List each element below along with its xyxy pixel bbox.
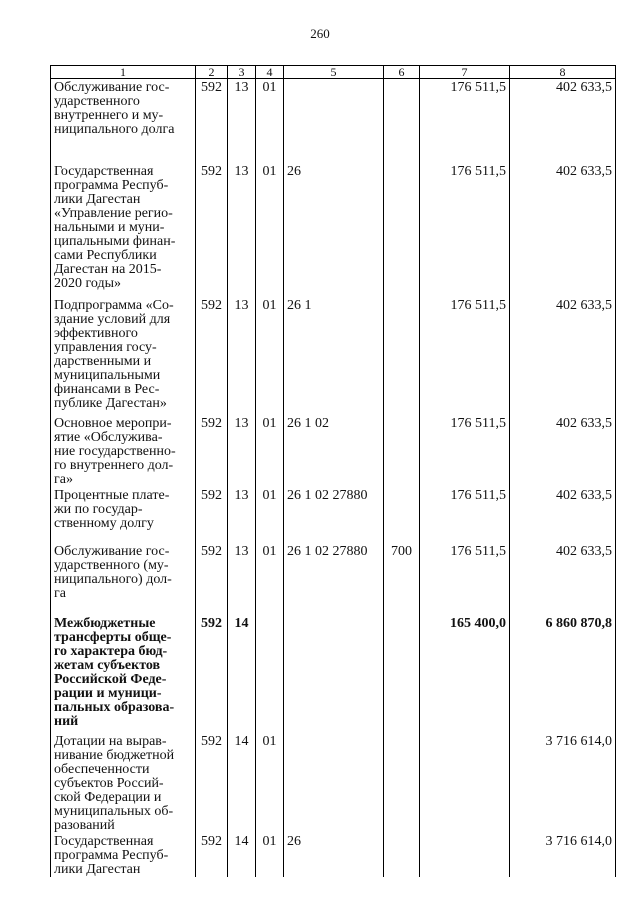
row-amount-2-cell — [510, 615, 616, 733]
row-expense-type-cell — [384, 833, 420, 877]
row-section: 13 — [234, 543, 249, 559]
row-ved-cell — [196, 733, 228, 833]
row-name-cell — [51, 615, 196, 733]
row-name: Подпрограмма «Со- здание условий для эффективного управления госу- дарственными и муниципальными финансами в Рес- публике Дагестан» — [54, 297, 174, 411]
row-amount-2: 402 633,5 — [556, 487, 612, 503]
row-subsection: 01 — [262, 733, 277, 749]
row-section: 13 — [234, 163, 249, 179]
row-amount-2: 402 633,5 — [556, 543, 612, 559]
row-amount-2-cell — [510, 487, 616, 543]
row-target-article-cell — [284, 163, 384, 297]
row-amount-1-cell — [420, 415, 510, 487]
row-expense-type: 700 — [391, 543, 412, 559]
row-subsection: 01 — [262, 487, 277, 503]
row-subsection-cell — [256, 833, 284, 877]
row-amount-1: 176 511,5 — [450, 415, 506, 431]
row-ved: 592 — [201, 733, 222, 749]
row-target-article-cell — [284, 543, 384, 615]
row-amount-2: 402 633,5 — [556, 415, 612, 431]
row-subsection: 01 — [262, 163, 277, 179]
row-name-cell — [51, 297, 196, 415]
row-amount-2-cell — [510, 833, 616, 877]
row-amount-1-cell — [420, 79, 510, 163]
row-amount-1-cell — [420, 543, 510, 615]
row-amount-1-cell — [420, 163, 510, 297]
row-amount-2: 6 860 870,8 — [545, 615, 612, 631]
row-section-cell — [228, 297, 256, 415]
row-section-cell — [228, 79, 256, 163]
column-header: 8 — [510, 66, 616, 79]
header-row — [51, 66, 616, 79]
row-subsection-cell — [256, 615, 284, 733]
table-row — [51, 163, 616, 297]
row-ved-cell — [196, 163, 228, 297]
row-target-article: 26 — [287, 833, 301, 849]
row-expense-type-cell — [384, 487, 420, 543]
row-ved: 592 — [201, 80, 222, 95]
row-name-cell — [51, 487, 196, 543]
row-expense-type-cell — [384, 415, 420, 487]
row-subsection-cell — [256, 415, 284, 487]
row-ved-cell — [196, 615, 228, 733]
row-expense-type-cell — [384, 615, 420, 733]
row-amount-1-cell — [420, 297, 510, 415]
row-subsection: 01 — [262, 543, 277, 559]
table-row — [51, 415, 616, 487]
row-name: Государственная программа Респуб- лики Дагестан «Управление регио- нальными и муни- ципальными финан- сами Республики Дагестан на 2015- 2020 годы» — [54, 163, 176, 291]
row-ved: 592 — [201, 487, 222, 503]
row-expense-type-cell — [384, 163, 420, 297]
row-amount-2: 3 716 614,0 — [545, 833, 612, 849]
row-expense-type-cell — [384, 79, 420, 163]
row-amount-1: 165 400,0 — [450, 615, 506, 631]
row-ved-cell — [196, 79, 228, 163]
table-row — [51, 833, 616, 877]
row-amount-2-cell — [510, 163, 616, 297]
row-amount-1-cell — [420, 733, 510, 833]
row-subsection-cell — [256, 297, 284, 415]
row-section-cell — [228, 615, 256, 733]
row-section: 14 — [234, 733, 249, 749]
row-amount-2-cell — [510, 415, 616, 487]
row-amount-1: 176 511,5 — [450, 543, 506, 559]
row-name: Дотации на вырав- нивание бюджетной обеспеченности субъектов Россий- ской Федерации и муниципальных об- разований — [54, 733, 175, 833]
row-name-cell — [51, 415, 196, 487]
row-ved: 592 — [201, 297, 222, 313]
row-amount-2: 402 633,5 — [556, 80, 612, 95]
row-name: Основное меропри- ятие «Обслужива- ние государственно- го внутреннего дол- га» — [54, 415, 176, 487]
row-section-cell — [228, 733, 256, 833]
table-row — [51, 615, 616, 733]
row-ved-cell — [196, 415, 228, 487]
row-section-cell — [228, 833, 256, 877]
row-target-article-cell — [284, 415, 384, 487]
row-section: 14 — [234, 833, 249, 849]
row-amount-1: 176 511,5 — [450, 80, 506, 95]
column-header: 1 — [51, 66, 196, 79]
row-ved: 592 — [201, 543, 222, 559]
row-target-article: 26 — [287, 163, 301, 179]
row-amount-1-cell — [420, 833, 510, 877]
table-body — [51, 79, 616, 877]
column-header: 4 — [256, 66, 284, 79]
table-row — [51, 487, 616, 543]
row-section-cell — [228, 415, 256, 487]
row-section: 13 — [234, 80, 249, 95]
row-ved: 592 — [201, 833, 222, 849]
row-name: Обслуживание гос- ударственного (му- ниципального) дол- га — [54, 543, 172, 601]
row-subsection: 01 — [262, 833, 277, 849]
table-row — [51, 543, 616, 615]
row-amount-2-cell — [510, 79, 616, 163]
row-target-article-cell — [284, 487, 384, 543]
row-amount-2: 402 633,5 — [556, 297, 612, 313]
row-name-cell — [51, 733, 196, 833]
row-amount-2-cell — [510, 297, 616, 415]
row-amount-2: 402 633,5 — [556, 163, 612, 179]
row-name-cell — [51, 543, 196, 615]
column-header: 3 — [228, 66, 256, 79]
row-amount-2: 3 716 614,0 — [545, 733, 612, 749]
row-target-article: 26 1 02 27880 — [287, 487, 368, 503]
row-section-cell — [228, 163, 256, 297]
row-amount-1: 176 511,5 — [450, 487, 506, 503]
row-name: Обслуживание гос- ударственного внутреннего и му- ниципального долга — [54, 80, 175, 137]
row-name-cell — [51, 163, 196, 297]
row-section-cell — [228, 543, 256, 615]
row-amount-1-cell — [420, 487, 510, 543]
row-target-article-cell — [284, 79, 384, 163]
row-name-cell — [51, 833, 196, 877]
row-target-article-cell — [284, 833, 384, 877]
row-expense-type-cell — [384, 297, 420, 415]
row-section: 13 — [234, 297, 249, 313]
row-name: Государственная программа Респуб- лики Дагестан — [54, 833, 169, 877]
row-subsection: 01 — [262, 80, 277, 95]
row-amount-2-cell — [510, 733, 616, 833]
row-subsection-cell — [256, 733, 284, 833]
row-target-article: 26 1 — [287, 297, 312, 313]
row-name: Межбюджетные трансферты обще- го характера бюд- жетам субъектов Российской Феде- рации и муници- пальных образова- ний — [54, 615, 175, 729]
row-target-article-cell — [284, 733, 384, 833]
column-header: 2 — [196, 66, 228, 79]
row-subsection-cell — [256, 487, 284, 543]
row-ved-cell — [196, 297, 228, 415]
page-number: 260 — [310, 26, 330, 41]
row-subsection-cell — [256, 543, 284, 615]
row-ved: 592 — [201, 415, 222, 431]
row-subsection: 01 — [262, 415, 277, 431]
row-subsection-cell — [256, 163, 284, 297]
row-ved-cell — [196, 833, 228, 877]
column-header: 7 — [420, 66, 510, 79]
row-amount-1-cell — [420, 615, 510, 733]
row-target-article: 26 1 02 27880 — [287, 543, 368, 559]
row-expense-type-cell — [384, 543, 420, 615]
budget-table — [50, 65, 616, 877]
row-amount-1: 176 511,5 — [450, 163, 506, 179]
row-subsection-cell — [256, 79, 284, 163]
row-expense-type-cell — [384, 733, 420, 833]
row-target-article-cell — [284, 297, 384, 415]
row-section-cell — [228, 487, 256, 543]
row-section: 14 — [234, 615, 249, 631]
row-ved: 592 — [201, 163, 222, 179]
row-subsection: 01 — [262, 297, 277, 313]
row-target-article-cell — [284, 615, 384, 733]
row-ved-cell — [196, 543, 228, 615]
row-ved: 592 — [201, 615, 222, 631]
row-amount-2-cell — [510, 543, 616, 615]
row-section: 13 — [234, 415, 249, 431]
row-ved-cell — [196, 487, 228, 543]
table-row — [51, 79, 616, 163]
row-section: 13 — [234, 487, 249, 503]
table-row — [51, 297, 616, 415]
row-name: Процентные плате- жи по государ- ственному долгу — [54, 487, 170, 531]
row-name-cell — [51, 79, 196, 163]
table-row — [51, 733, 616, 833]
row-target-article: 26 1 02 — [287, 415, 329, 431]
column-header: 5 — [284, 66, 384, 79]
row-amount-1: 176 511,5 — [450, 297, 506, 313]
column-header: 6 — [384, 66, 420, 79]
